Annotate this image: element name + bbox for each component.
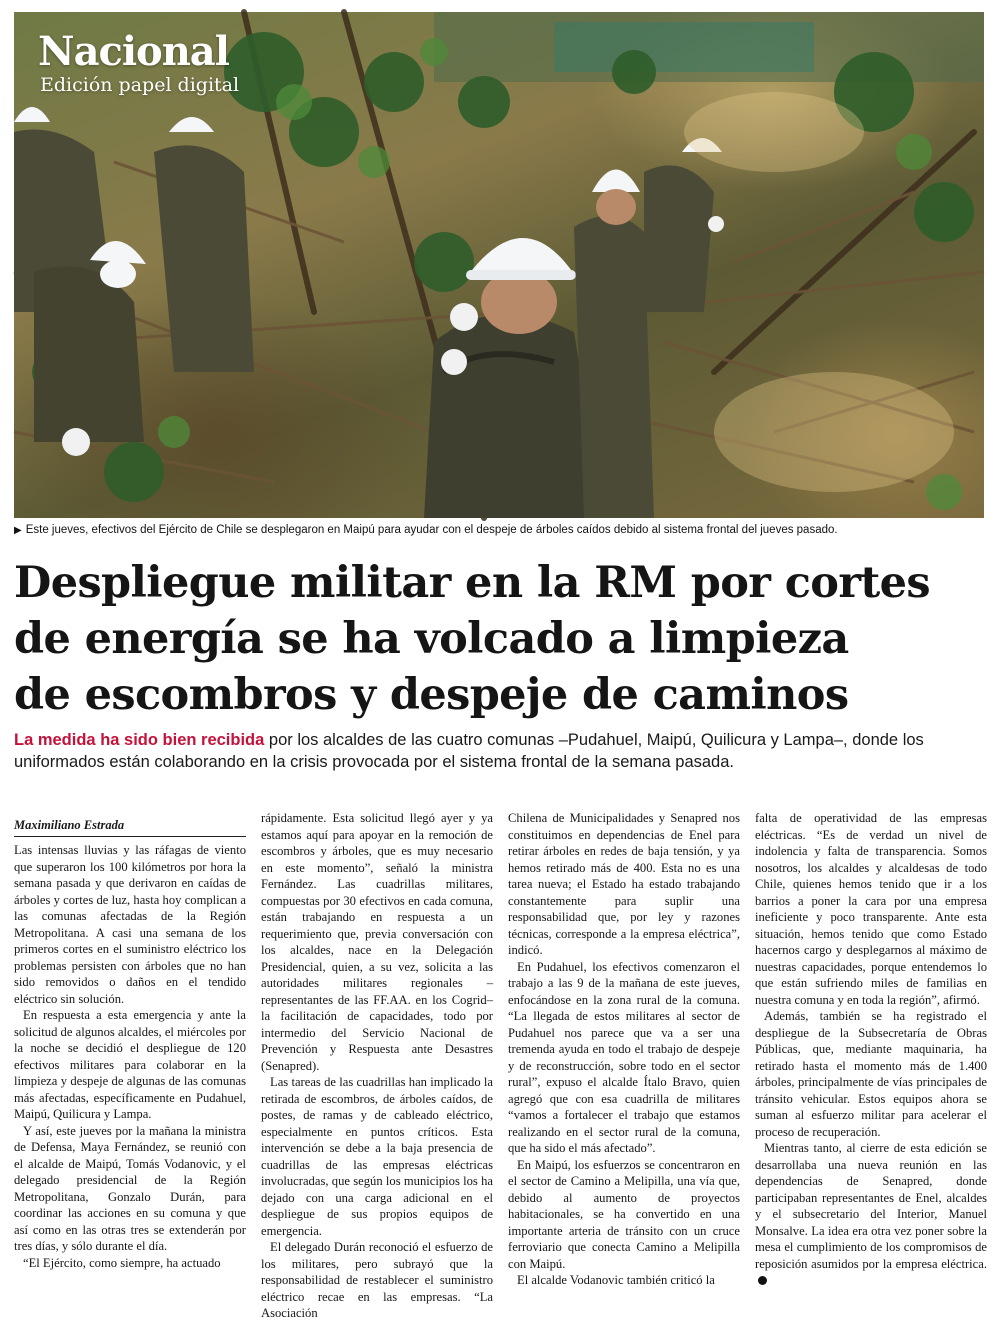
paragraph: En Pudahuel, los efectivos comenzaron el trabajo a las 9 de la mañana de este jueves, enfocándose en la zona rural de la comuna. “La llegada de estos militares al sector de Pudahuel nos parece que va a ser una tremenda ayuda en todo el trabajo de despeje y de reconstrucción, sobre todo en el sector rural”, expuso el alcalde Ítalo Bravo, quien agregó que con esa cuadrilla de militares “vamos a fortalecer el trabajo que estamos realizando en el sector rural de la comuna, que ha sido el más afectado”.: [508, 959, 740, 1155]
headline-line: Despliegue militar en la RM por cortes: [14, 558, 931, 608]
article-column-1: [14, 842, 246, 1271]
paragraph: “El Ejército, como siempre, ha actuado: [23, 1255, 221, 1270]
paragraph: Las intensas lluvias y las ráfagas de viento que superaron los 100 kilómetros por hora la semana pasada y que derivaron en caídas de árboles y cortes de luz, hasta hoy complican a las comunas afectadas de la Región Metropolitana. A casi una semana de los primeros cortes en el suministro eléctrico los problemas persisten con árboles que no han sido removidos o daños en el tendido eléctrico sin solución.: [14, 843, 246, 1006]
byline: Maximiliano Estrada: [14, 818, 246, 837]
paragraph: Y así, este jueves por la mañana la ministra de Defensa, Maya Fernández, se reunió con el alcalde de Maipú, Tomás Vodanovic, y el delegado presidencial de la Región Metropolitana, Gonzalo Durán, para coordinar las acciones en su comuna y que así como en las otras tres se extenderán por tres días, y sólo durante el día.: [14, 1123, 246, 1253]
paragraph: Además, también se ha registrado el despliegue de la Subsecretaría de Obras Públicas, que, mediante maquinaria, ha retirado hasta el momento más de 1.400 árboles, principalmente de vías principales de tránsito vehicular. Estos equipos ahora se suman al esfuerzo militar para acelerar el proceso de recuperación.: [755, 1009, 987, 1139]
paragraph: Chilena de Municipalidades y Senapred nos constituimos en dependencias de Enel para retirar árboles en redes de baja tensión, y ya hemos retirado más de 400. Esta no es una tarea nueva; el Estado ha estado trabajando constantemente para suplir una responsabilidad que, por ley y razones técnicas, corresponde a la empresa eléctrica”, indicó.: [508, 811, 740, 957]
caption-text: Este jueves, efectivos del Ejército de Chile se desplegaron en Maipú para ayudar con el despeje de árboles caídos debido al sistema frontal del jueves pasado.: [25, 524, 838, 536]
caption-triangle-icon: ▶: [14, 525, 22, 536]
paragraph: Las tareas de las cuadrillas han implicado la retirada de escombros, de árboles caídos, de postes, de ramas y de cableado eléctrico, especialmente en puntos críticos. Esta intervención se debe a la baja presencia de cuadrillas de las empresas eléctricas involucradas, que según los municipios los ha dejado con una carga adicional en el despliegue de sus propios equipos de emergencia.: [261, 1075, 493, 1238]
paragraph: El delegado Durán reconoció el esfuerzo de los militares, pero subrayó que la responsabilidad de restablecer el suministro eléctrico recae en las empresas. “La Asociación: [261, 1240, 493, 1320]
paragraph-text: Mientras tanto, al cierre de esta edición se desarrollaba una nueva reunión en las dependencias de Senapred, donde participaban representantes de Enel, alcaldes y el subsecretario del Interior, Manuel Monsalve. La idea era otra vez poner sobre la mesa el cumplimiento de los compromisos de reposición asumidos por la empresa eléctrica.: [755, 1141, 987, 1271]
paragraph: En Maipú, los esfuerzos se concentraron en el sector de Camino a Melipilla, una vía que, debido al aumento de proyectos habitacionales, se ha convertido en una importante arteria de tránsito con un cruce ferroviario que conecta Camino a Melipilla con Maipú.: [508, 1157, 740, 1271]
end-of-article-icon: [758, 1276, 767, 1285]
lede-highlight: La medida ha sido bien recibida: [14, 731, 265, 749]
section-name: Nacional: [38, 28, 229, 75]
edition-label: Edición papel digital: [40, 74, 240, 96]
headline-line: de energía se ha volcado a limpieza: [14, 614, 849, 664]
headline-line: de escombros y despeje de caminos: [14, 670, 849, 720]
article-column-3: [508, 810, 740, 1289]
article-photo: [14, 12, 984, 518]
headline: [14, 555, 994, 723]
lede-text: por los alcaldes de las cuatro comunas –Pudahuel, Maipú, Quilicura y Lampa–, donde los uniformados están colaborando en la crisis provocada por el sistema frontal de la semana pasada.: [14, 731, 924, 771]
paragraph: falta de operatividad de las empresas eléctricas. “Es de verdad un nivel de indolencia y falta de transparencia. Somos nosotros, los alcaldes y alcaldesas de todo Chile, quienes hemos tenido que ir a los barrios a poner la cara por una empresa ineficiente y poco transparente. Ante esta situación, hemos tenido que como Estado hacernos cargo y desplegarnos al máximo de nuestras capacidades, porque entendemos lo que están sufriendo miles de familias en nuestra comuna y en toda la región”, afirmó.: [755, 811, 987, 1007]
article-column-4: [755, 810, 987, 1289]
paragraph: [755, 1140, 987, 1289]
photo-caption: [14, 524, 994, 536]
lede: [14, 729, 974, 773]
paragraph: rápidamente. Esta solicitud llegó ayer y ya estamos aquí para apoyar en la remoción de escombros y árboles, que es muy necesario en este momento”, señaló la ministra Fernández. Las cuadrillas militares, compuestas por 30 efectivos en cada comuna, están trabajando en respuesta a un requerimiento que, previa conversación con los alcaldes, nace en la Delegación Presidencial, quien, a su vez, solicita a las autoridades militares regionales –representantes de las FF.AA. en los Cogrid– la facilitación de capacidades, todo por intermedio del Servicio Nacional de Prevención y Respuesta ante Desastres (Senapred).: [261, 811, 493, 1073]
paragraph: En respuesta a esta emergencia y ante la solicitud de algunos alcaldes, el miércoles por la noche se decidió el despliegue de 120 efectivos militares para colaborar en la limpieza y despeje de algunas de las comunas más afectadas, específicamente en Pudahuel, Maipú, Quilicura y Lampa.: [14, 1008, 246, 1121]
article-column-2: [261, 810, 493, 1322]
paragraph: El alcalde Vodanovic también criticó la: [517, 1273, 715, 1287]
